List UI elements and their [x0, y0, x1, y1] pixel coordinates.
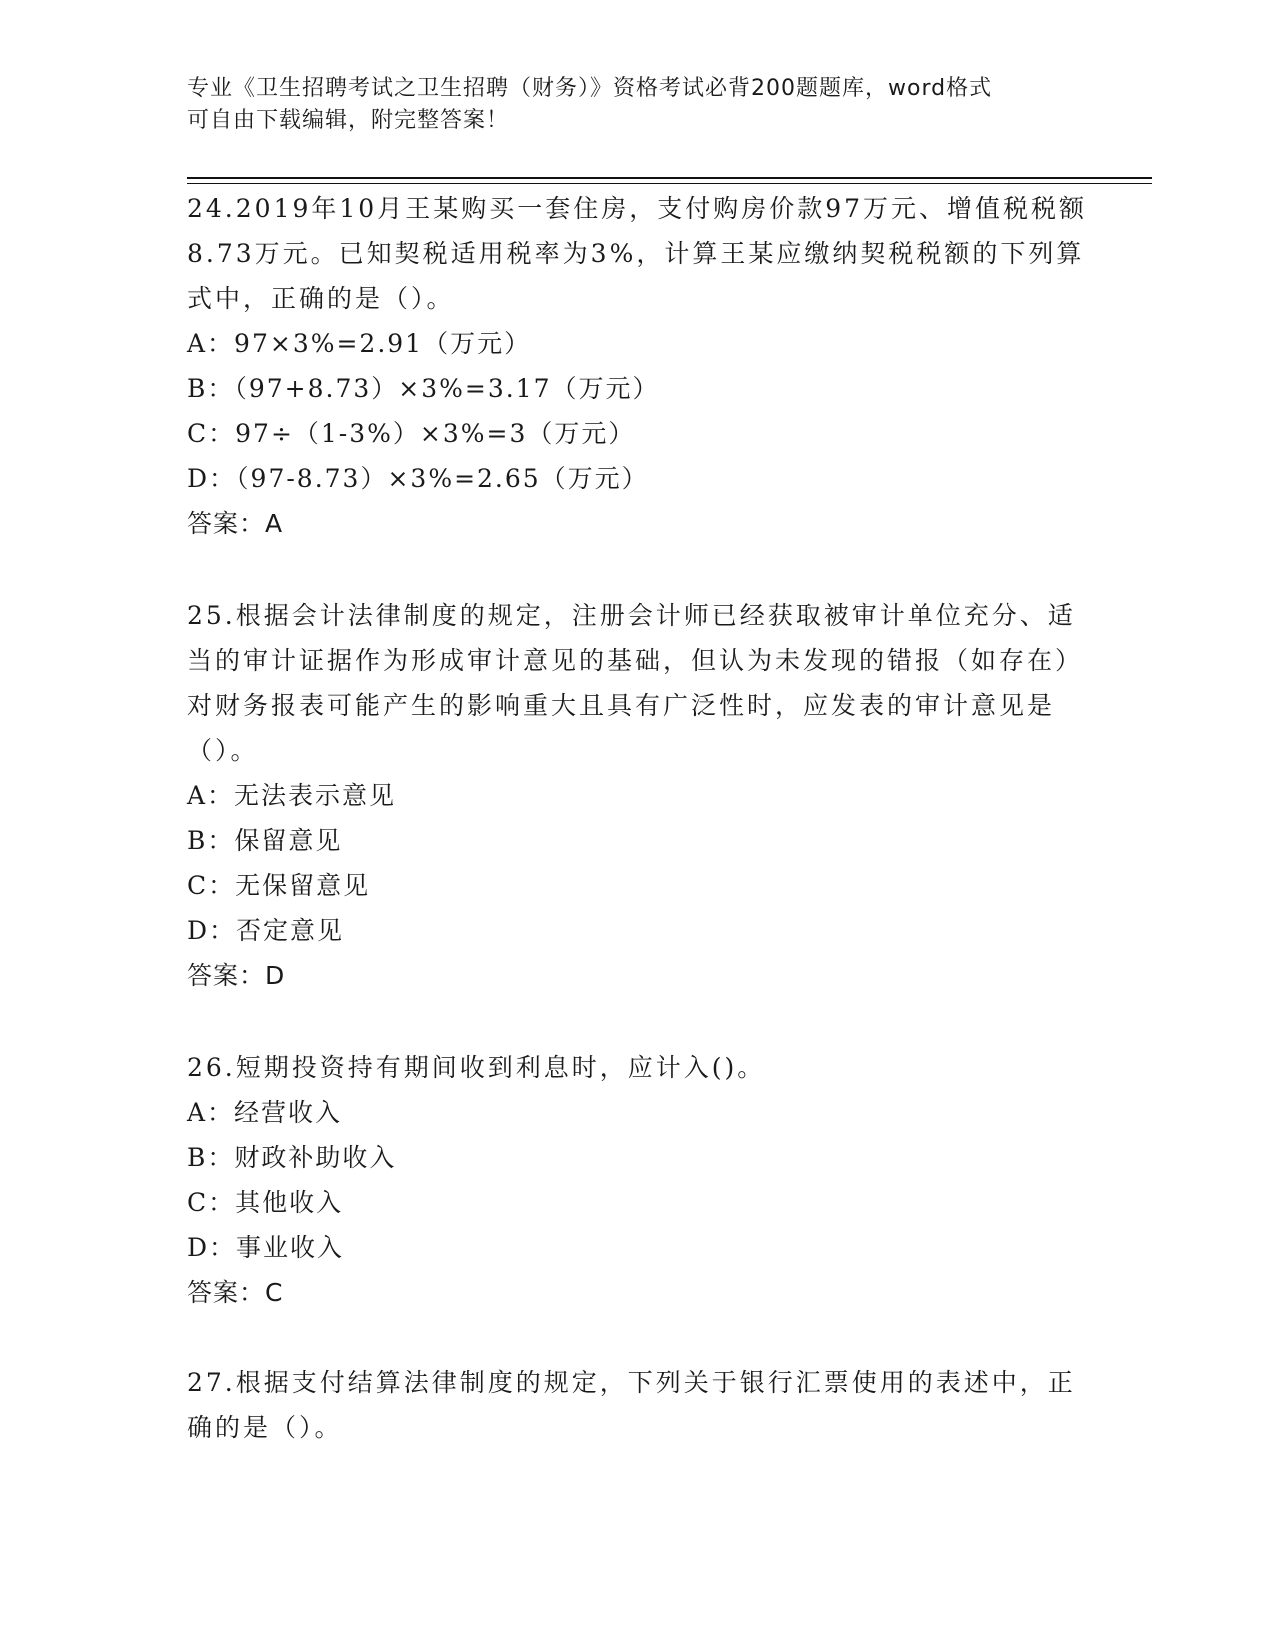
option-d: D：（97-8.73）×3%=2.65（万元）: [187, 464, 649, 493]
answer: 答案：A: [187, 509, 284, 538]
question-text: 26.短期投资持有期间收到利息时，应计入()。: [187, 1053, 766, 1082]
header-divider-thin: [187, 183, 1152, 184]
option-d: D：事业收入: [187, 1233, 345, 1262]
option-c: C：其他收入: [187, 1188, 344, 1217]
option-b: B：保留意见: [187, 826, 343, 855]
question-25: [187, 593, 1087, 998]
question-26: [187, 1045, 1087, 1315]
answer: 答案：D: [187, 961, 286, 990]
option-a: A：无法表示意见: [187, 781, 397, 810]
question-text: 27.根据支付结算法律制度的规定，下列关于银行汇票使用的表述中，正确的是（）。: [187, 1368, 1076, 1442]
question-27: [187, 1360, 1087, 1450]
option-a: A：经营收入: [187, 1098, 343, 1127]
header-line-1: 专业《卫生招聘考试之卫生招聘（财务）》资格考试必背200题题库，word格式: [187, 76, 993, 101]
answer: 答案：C: [187, 1278, 284, 1307]
option-c: C：97÷（1-3%）×3%=3（万元）: [187, 419, 636, 448]
header-divider: [187, 177, 1152, 179]
option-c: C：无保留意见: [187, 871, 371, 900]
question-text: 25.根据会计法律制度的规定，注册会计师已经获取被审计单位充分、适当的审计证据作为形成审计意见的基础，但认为未发现的错报（如存在）对财务报表可能产生的影响重大且具有广泛性时，应发表的审计意见是（）。: [187, 601, 1084, 765]
document-header: [187, 73, 1067, 137]
header-line-2: 可自由下载编辑，附完整答案！: [187, 108, 510, 133]
option-b: B：（97+8.73）×3%=3.17（万元）: [187, 374, 660, 403]
question-text: 24.2019年10月王某购买一套住房，支付购房价款97万元、增值税税额8.73万元。已知契税适用税率为3%，计算王某应缴纳契税税额的下列算式中，正确的是（）。: [187, 194, 1088, 313]
option-a: A：97×3%=2.91（万元）: [187, 329, 532, 358]
question-24: [187, 186, 1087, 546]
option-b: B：财政补助收入: [187, 1143, 397, 1172]
option-d: D：否定意见: [187, 916, 345, 945]
